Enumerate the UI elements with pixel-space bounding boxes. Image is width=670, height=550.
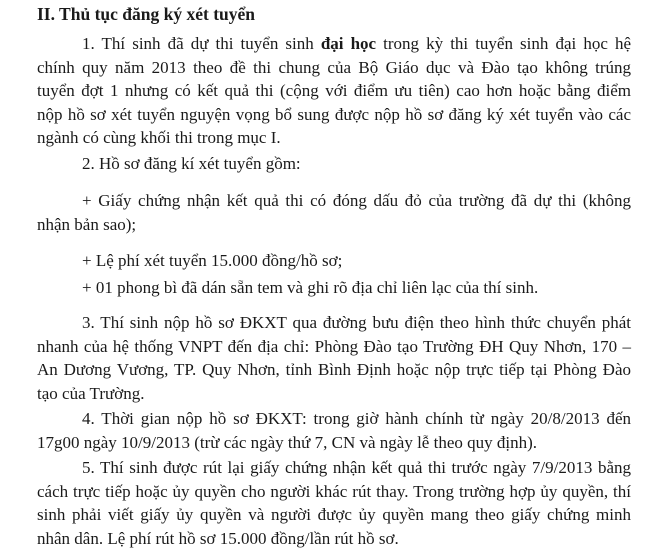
paragraph-5 (37, 456, 631, 550)
list-item-3-line: + 01 phong bì đã dán sẵn tem và ghi rõ địa chỉ liên lạc của thí sinh. (37, 276, 631, 300)
text-span: 1. Thí sinh đã dự thi tuyển sinh (82, 34, 321, 53)
paragraph-4 (37, 407, 631, 454)
list-item-2 (37, 249, 631, 273)
paragraph-4-line-1: 4. Thời gian nộp hồ sơ ĐKXT: trong giờ hành chính từ ngày 20/8/2013 đến (37, 407, 631, 431)
paragraph-3-line-2: nhanh của hệ thống VNPT đến địa chỉ: Phòng Đào tạo Trường ĐH Quy Nhơn, 170 – (37, 335, 631, 359)
section-heading: II. Thủ tục đăng ký xét tuyển (37, 4, 255, 25)
paragraph-1 (37, 32, 631, 150)
paragraph-3-line-1: 3. Thí sinh nộp hồ sơ ĐKXT qua đường bưu điện theo hình thức chuyển phát (37, 311, 631, 335)
paragraph-1-line-1 (37, 32, 631, 56)
list-item-1-line-1: + Giấy chứng nhận kết quả thi có đóng dấu đỏ của trường đã dự thi (không (37, 189, 631, 213)
paragraph-5-line-3: sinh phải viết giấy ủy quyền và người được ủy quyền mang theo giấy chứng minh (37, 503, 631, 527)
paragraph-3-line-3: An Dương Vương, TP. Quy Nhơn, tỉnh Bình Định hoặc nộp trực tiếp tại Phòng Đào (37, 358, 631, 382)
paragraph-1-line-4: nộp hồ sơ xét tuyển nguyện vọng bổ sung được nộp hồ sơ đăng ký xét tuyển vào các (37, 103, 631, 127)
paragraph-2-title-line: 2. Hồ sơ đăng kí xét tuyển gồm: (37, 152, 631, 176)
paragraph-5-line-4: nhân dân. Lệ phí rút hồ sơ 15.000 đồng/lần rút hồ sơ. (37, 527, 631, 550)
bold-text: đại học (321, 34, 376, 53)
text-span: trong kỳ thi tuyển sinh đại học hệ (376, 34, 631, 53)
paragraph-1-line-5: ngành có cùng khối thi trong mục I. (37, 126, 631, 150)
list-item-3 (37, 276, 631, 300)
paragraph-1-line-3: tuyển đợt 1 nhưng có kết quả thi (cộng với điểm ưu tiên) cao hơn hoặc bằng điểm (37, 79, 631, 103)
paragraph-4-line-2: 17g00 ngày 10/9/2013 (trừ các ngày thứ 7, CN và ngày lễ theo quy định). (37, 431, 631, 455)
paragraph-5-line-2: cách trực tiếp hoặc ủy quyền cho người khác rút thay. Trong trường hợp ủy quyền, thí (37, 480, 631, 504)
paragraph-5-line-1: 5. Thí sinh được rút lại giấy chứng nhận kết quả thi trước ngày 7/9/2013 bằng (37, 456, 631, 480)
paragraph-2-title (37, 152, 631, 176)
paragraph-3-line-4: tạo của Trường. (37, 382, 631, 406)
paragraph-3 (37, 311, 631, 405)
list-item-1-line-2: nhận bản sao); (37, 213, 631, 237)
paragraph-1-line-2: chính quy năm 2013 theo đề thi chung của Bộ Giáo dục và Đào tạo không trúng (37, 56, 631, 80)
list-item-1 (37, 189, 631, 236)
list-item-2-line: + Lệ phí xét tuyển 15.000 đồng/hồ sơ; (37, 249, 631, 273)
